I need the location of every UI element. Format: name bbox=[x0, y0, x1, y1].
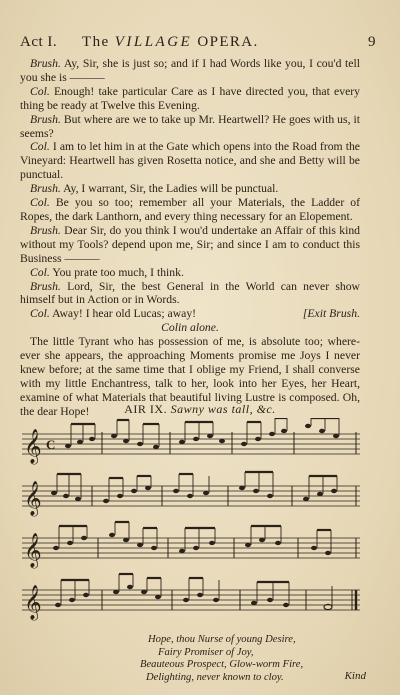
svg-text:𝄞: 𝄞 bbox=[24, 482, 42, 515]
speaker-name: Brush. bbox=[30, 112, 61, 126]
act-label: Act I. bbox=[20, 34, 58, 50]
dialogue-line bbox=[20, 182, 360, 196]
music-staff-4 bbox=[22, 574, 360, 621]
song-lyrics bbox=[0, 634, 400, 684]
catchword: Kind bbox=[344, 670, 366, 682]
air-tune: Sawny was tall, &c. bbox=[170, 402, 276, 416]
dialogue-line bbox=[20, 57, 360, 85]
speaker-name: Col. bbox=[30, 265, 50, 279]
music-staff-1 bbox=[22, 418, 360, 465]
music-staff-2 bbox=[22, 472, 360, 517]
speech-text: Lord, Sir, the best General in the World can never show himself but in Action or in Words. bbox=[20, 279, 360, 307]
speaker-name: Col. bbox=[30, 307, 50, 321]
title-opera: OPERA. bbox=[197, 34, 259, 50]
air-heading bbox=[0, 402, 400, 417]
speech-text: Ay, Sir, she is just so; and if I had Words like you, I cou'd tell you she is ——— bbox=[20, 57, 360, 84]
air-label: AIR IX. bbox=[124, 402, 168, 416]
svg-text:𝄞: 𝄞 bbox=[24, 534, 42, 567]
lyric-line: Delighting, never known to cloy. bbox=[146, 671, 284, 683]
lyric-line: Hope, thou Nurse of young Desire, bbox=[148, 634, 296, 645]
stage-direction: Colin alone. bbox=[161, 321, 219, 335]
speaker-name: Brush. bbox=[30, 279, 61, 293]
speech-text: But where are we to take up Mr. Heartwell? He goes with us, it seems? bbox=[20, 112, 361, 140]
dialogue-line bbox=[20, 266, 360, 280]
speaker-name: Col. bbox=[30, 84, 50, 98]
speaker-name: Brush. bbox=[30, 182, 61, 196]
svg-text:C: C bbox=[46, 437, 56, 452]
lyric-line: Fairy Promiser of Joy, bbox=[158, 646, 254, 658]
running-title bbox=[82, 34, 259, 51]
lyric-line: Beauteous Prospect, Glow-worm Fire, bbox=[140, 659, 304, 671]
speech-text: Be you so too; remember all your Materials, the Ladder of Ropes, the dark Lanthorn, and every thing necessary for an Elopement. bbox=[20, 196, 361, 223]
speech-text: Away! I hear old Lucas; away! bbox=[52, 307, 197, 321]
speech-text: You prate too much, I think. bbox=[52, 265, 184, 279]
dialogue-line bbox=[20, 196, 360, 224]
page-number: 9 bbox=[368, 34, 376, 50]
speaker-name: Brush. bbox=[30, 57, 61, 70]
speaker-name: Col. bbox=[30, 196, 50, 210]
title-pre: The bbox=[82, 34, 110, 50]
speech-text: Ay, I warrant, Sir, the Ladies will be punctual. bbox=[63, 182, 279, 196]
music-score bbox=[22, 418, 360, 623]
speech-text: Enough! take particular Care as I have directed you, that every thing be ready at Twelve this Evening. bbox=[20, 84, 360, 112]
soliloquy-text: The little Tyrant who has possession of me, is absolute too; where-ever she appears, the approaching Moments promise me Joys I never knew before; at the same time that I oblige my Friend, I shall converse with my little Enchantress, talk to her, look into her Eyes, her Heart, examine of what Materials that beautiful living Lustre is composed. Oh, the dear Hope! bbox=[20, 335, 360, 418]
dialogue-line bbox=[20, 140, 360, 182]
dialogue-text bbox=[20, 57, 360, 419]
dialogue-line bbox=[20, 113, 360, 141]
dialogue-line bbox=[20, 85, 360, 113]
speech-text: I am to let him in at the Gate which opens into the Road from the Vineyard: Heartwell has given Rosetta notice, and she and Betty will be punctual. bbox=[20, 140, 360, 182]
dialogue-line bbox=[20, 224, 360, 266]
svg-text:𝄞: 𝄞 bbox=[24, 586, 42, 619]
speaker-name: Brush. bbox=[30, 223, 61, 237]
speaker-name: Col. bbox=[30, 140, 50, 154]
music-staff-3 bbox=[22, 522, 360, 569]
running-header bbox=[20, 34, 376, 56]
dialogue-line bbox=[20, 307, 360, 321]
title-village: VILLAGE bbox=[114, 34, 193, 50]
speech-text: Dear Sir, do you think I wou'd undertake an Affair of this kind without my Tools? depend upon me, Sir; and since I am to conduct this Business ——— bbox=[20, 223, 361, 265]
exit-direction: [Exit Brush. bbox=[302, 307, 360, 321]
treble-clef-icon: 𝄞 bbox=[24, 430, 42, 463]
dialogue-line bbox=[20, 280, 360, 308]
